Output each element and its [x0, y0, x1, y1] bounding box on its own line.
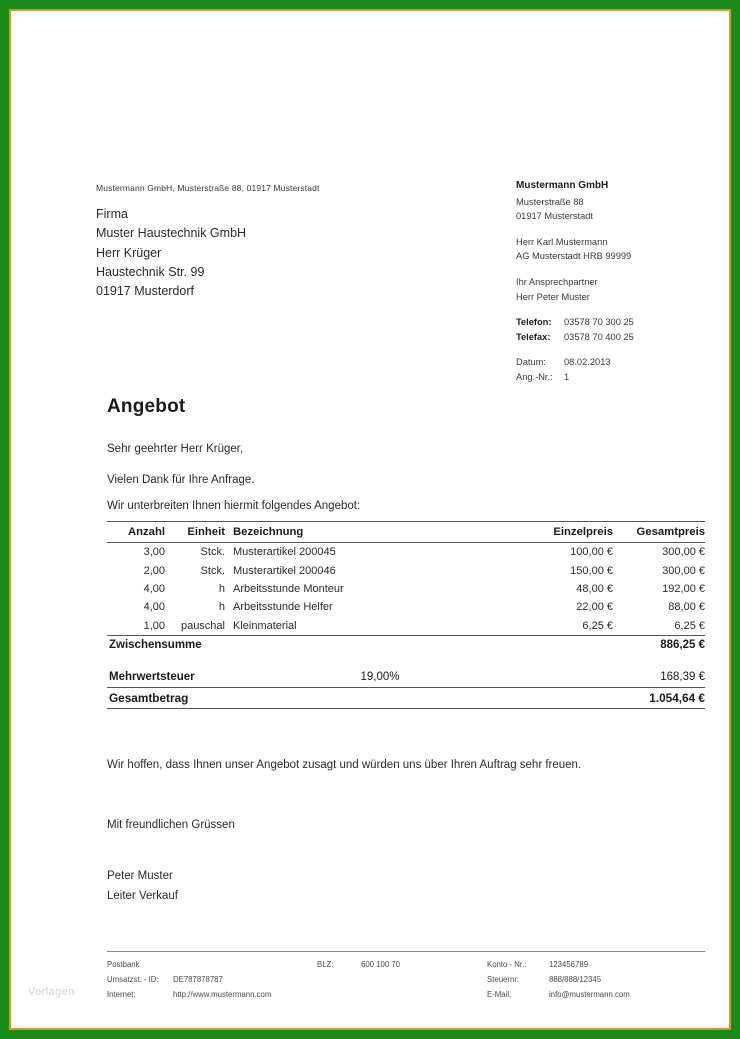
recipient-line-1: Muster Haustechnik GmbH: [96, 226, 247, 241]
page-title: Angebot: [107, 396, 186, 417]
recipient-address-block: [96, 205, 246, 301]
sender-info-panel: [516, 179, 716, 385]
grand-total-blank-cell: [527, 687, 613, 708]
footer-konto-cell: [487, 957, 705, 972]
vat-rate-cell: 19,00%: [360, 671, 400, 684]
cell-bezeichnung: Musterartikel 200046: [233, 564, 336, 577]
grand-total-row: [107, 687, 705, 708]
sender-city: 01917 Musterstadt: [516, 211, 594, 222]
vorlagen-watermark: Vorlagen: [28, 986, 75, 998]
cell-einheit: h: [218, 601, 225, 614]
contact-person-name: Herr Peter Muster: [516, 291, 590, 302]
sender-register: AG Musterstadt HRB 99999: [516, 251, 632, 262]
internet-value[interactable]: http://www.mustermann.com: [173, 990, 272, 1000]
cell-anzahl: 3,00: [143, 546, 165, 559]
phone-fax-group: [516, 315, 716, 344]
signer-name: Peter Muster: [107, 870, 173, 882]
regards-text: Mit freundlichen Grüssen: [107, 819, 235, 831]
grand-total-label-cell: Gesamtbetrag: [107, 687, 527, 708]
konto-value: 123456789: [549, 960, 589, 969]
sender-company-group: [516, 179, 716, 224]
cell-gesamtpreis: 300,00 €: [662, 564, 705, 577]
recipient-line-0: Firma: [96, 207, 128, 221]
vat-blank-cell: [527, 668, 613, 687]
cell-einzelpreis: 150,00 €: [570, 564, 613, 577]
document-body: [11, 11, 729, 1028]
cell-anzahl: 1,00: [143, 619, 165, 632]
cell-anzahl: 4,00: [143, 582, 165, 595]
signature-block: [107, 866, 178, 906]
fax-label: Telefax:: [516, 331, 551, 342]
steuernr-label: Steuernr:: [487, 975, 520, 985]
salutation-text: Sehr geehrter Herr Krüger,: [107, 443, 244, 455]
gold-inner-frame: [9, 9, 731, 1030]
column-header-einzelpreis: Einzelpreis: [553, 526, 613, 538]
column-header-anzahl: Anzahl: [127, 526, 165, 538]
date-value: 08.02.2013: [564, 357, 611, 368]
date-label: Datum:: [516, 357, 546, 368]
recipient-line-2: Herr Krüger: [96, 245, 162, 260]
cell-einheit: pauschal: [180, 619, 225, 632]
footer-email-cell: [487, 987, 705, 1002]
subtotal-row: [107, 635, 705, 654]
cell-einzelpreis: 100,00 €: [570, 546, 613, 559]
table-body: [107, 543, 705, 709]
recipient-line-4: 01917 Musterdorf: [96, 284, 194, 299]
table-row: [107, 561, 705, 579]
cell-einzelpreis: 6,25 €: [582, 619, 613, 632]
cell-bezeichnung: Arbeitsstunde Monteur: [233, 582, 344, 595]
ustid-label: Umsatzst. - ID:: [107, 975, 159, 985]
phone-row: [516, 315, 716, 330]
totals-spacer-row: [107, 654, 705, 668]
subtotal-blank-cell: [527, 635, 613, 654]
internet-label: Internet:: [107, 990, 136, 1000]
ustid-value: DE787878787: [173, 975, 223, 985]
cell-anzahl: 2,00: [143, 564, 165, 577]
cell-einzelpreis: 48,00 €: [576, 582, 613, 595]
column-header-bezeichnung: Bezeichnung: [233, 526, 304, 538]
footer-row-1: [107, 957, 705, 972]
blz-label: BLZ:: [317, 960, 334, 969]
sender-street: Musterstraße 88: [516, 196, 584, 207]
footer-spacer-cell-2: [317, 987, 487, 1002]
table-header-row: [107, 522, 705, 543]
cell-bezeichnung: Kleinmaterial: [233, 619, 297, 632]
table-row: [107, 617, 705, 636]
fax-row: [516, 330, 716, 345]
sender-return-line: Mustermann GmbH, Musterstraße 88, 01917 Musterstadt: [96, 183, 320, 193]
grand-total-value-cell: 1.054,64 €: [613, 687, 705, 708]
email-label: E-Mail:: [487, 990, 512, 1000]
date-row: [516, 355, 716, 370]
table-header: [107, 522, 705, 543]
contact-person-label: Ihr Ansprechpartner: [516, 276, 598, 287]
cell-einheit: Stck.: [200, 546, 225, 559]
email-value[interactable]: info@mustermann.com: [549, 990, 630, 1000]
page-footer: [107, 951, 705, 1003]
offer-number-label: Ang.-Nr.:: [516, 371, 553, 382]
footer-steuernr-cell: [487, 972, 705, 987]
cell-einheit: Stck.: [200, 564, 225, 577]
line-items-table: [107, 521, 705, 709]
spacer-cell: [107, 654, 705, 668]
blz-value: 600 100 70: [361, 960, 401, 969]
cell-gesamtpreis: 6,25 €: [674, 619, 705, 632]
cell-einheit: h: [218, 582, 225, 595]
cell-gesamtpreis: 88,00 €: [668, 601, 705, 614]
table-row: [107, 543, 705, 562]
column-header-einheit: Einheit: [187, 526, 225, 538]
phone-value: 03578 70 300 25: [564, 317, 634, 328]
table-row: [107, 580, 705, 598]
subtotal-value-cell: 886,25 €: [613, 635, 705, 654]
intro-text: Wir unterbreiten Ihnen hiermit folgendes Angebot:: [107, 500, 361, 512]
document-page: [11, 11, 729, 1028]
steuernr-value: 888/888/12345: [549, 975, 602, 985]
cell-gesamtpreis: 192,00 €: [662, 582, 705, 595]
subtotal-label-cell: Zwischensumme: [107, 635, 527, 654]
date-offer-group: [516, 355, 716, 384]
closing-text: Wir hoffen, dass Ihnen unser Angebot zusagt und würden uns über Ihren Auftrag sehr freuen.: [107, 759, 582, 771]
footer-blz-cell: [317, 957, 487, 972]
offer-number-row: [516, 370, 716, 385]
cell-anzahl: 4,00: [143, 601, 165, 614]
fax-value: 03578 70 400 25: [564, 331, 634, 342]
column-header-gesamtpreis: Gesamtpreis: [636, 526, 705, 538]
thanks-text: Vielen Dank für Ihre Anfrage.: [107, 474, 255, 486]
signer-role: Leiter Verkauf: [107, 890, 178, 902]
table-row: [107, 598, 705, 616]
cell-bezeichnung: Arbeitsstunde Helfer: [233, 601, 333, 614]
contact-person-group: [516, 275, 716, 304]
sender-company-name: Mustermann GmbH: [516, 180, 609, 191]
cell-gesamtpreis: 300,00 €: [662, 546, 705, 559]
offer-number-value: 1: [564, 371, 570, 382]
vat-row: [107, 668, 705, 687]
sender-owner-name: Herr Karl Mustermann: [516, 236, 608, 247]
footer-row-3: [107, 987, 705, 1002]
vat-value-cell: 168,39 €: [660, 671, 705, 684]
footer-spacer-cell: [317, 972, 487, 987]
cell-bezeichnung: Musterartikel 200045: [233, 546, 336, 559]
konto-label: Konto - Nr.:: [487, 960, 527, 969]
footer-ustid-cell: [107, 972, 317, 987]
phone-label: Telefon:: [516, 317, 552, 328]
footer-internet-cell: [107, 987, 317, 1002]
recipient-line-3: Haustechnik Str. 99: [96, 264, 205, 279]
vat-label-cell: Mehrwertsteuer: [109, 671, 195, 684]
sender-owner-group: [516, 235, 716, 264]
bank-name: Postbank: [107, 960, 140, 969]
footer-bank-cell: [107, 957, 317, 972]
footer-row-2: [107, 972, 705, 987]
cell-einzelpreis: 22,00 €: [576, 601, 613, 614]
